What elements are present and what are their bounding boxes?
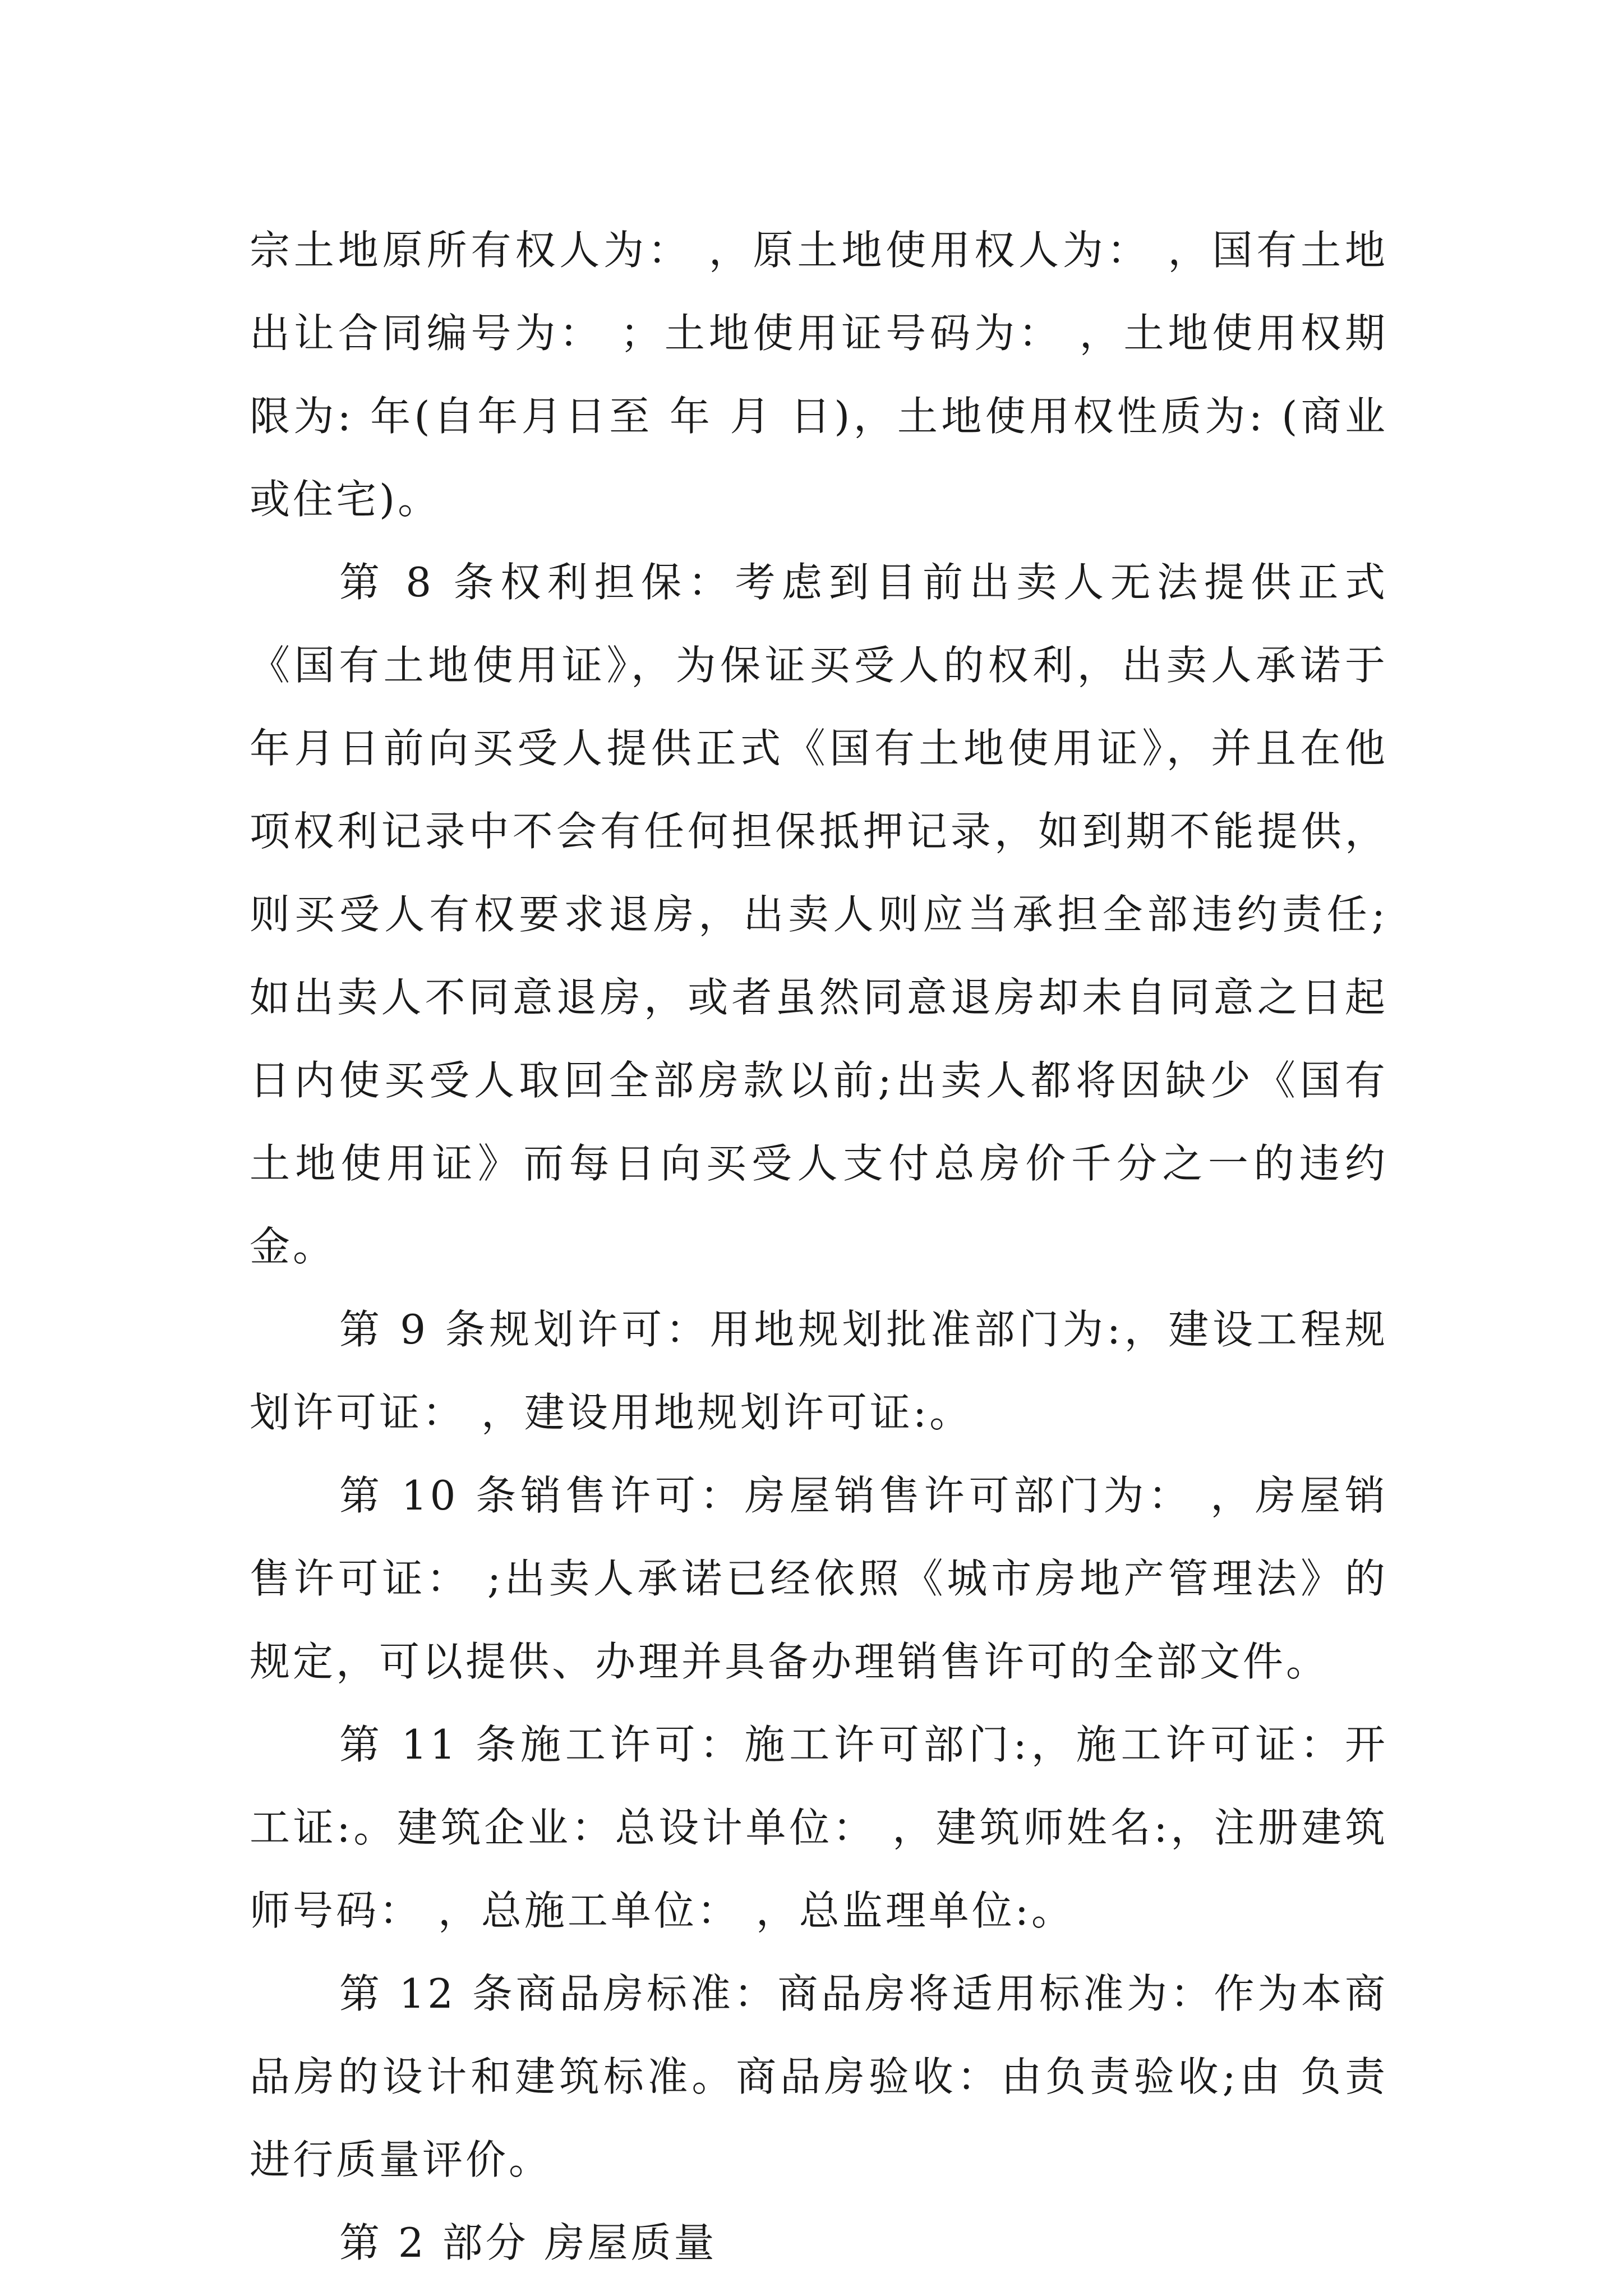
section-heading: 第 2 部分 房屋质量 xyxy=(339,2219,717,2266)
paragraph-article-11: 第 11 条施工许可：施工许可部门:，施工许可证：开工证:。建筑企业：总设计单位： ，建筑师姓名:，注册建筑师号码： ，总施工单位： ，总监理单位:。 xyxy=(250,1721,1388,1934)
paragraph-article-10: 第 10 条销售许可：房屋销售许可部门为： ，房屋销售许可证： ;出卖人承诺已经依照《城市房地产管理法》的规定，可以提供、办理并具备办理销售许可的全部文件。 xyxy=(250,1472,1388,1685)
paragraph-land-ownership: 宗土地原所有权人为： ，原土地使用权人为： ，国有土地出让合同编号为： ；土地使用证号码为： ，土地使用权期限为: 年(自年月日至 年 月 日)，土地使用权性质为: (商业或住宅)。 xyxy=(250,227,1388,523)
paragraph-article-8: 第 8 条权利担保：考虑到目前出卖人无法提供正式《国有土地使用证》，为保证买受人的权利，出卖人承诺于年月日前向买受人提供正式《国有土地使用证》，并且在他项权利记录中不会有任何担保抵押记录，如到期不能提供，则买受人有权要求退房，出卖人则应当承担全部违约责任;如出卖人不同意退房，或者虽然同意退房却未自同意之日起 日内使买受人取回全部房款以前;出卖人都将因缺少《国有土地使用证》而每日向买受人支付总房价千分之一的违约金。 xyxy=(250,559,1388,1270)
document-body xyxy=(250,209,1388,2284)
paragraph-article-9: 第 9 条规划许可：用地规划批准部门为:，建设工程规划许可证： ，建设用地规划许可证:。 xyxy=(250,1306,1388,1436)
paragraph-article-12: 第 12 条商品房标准：商品房将适用标准为：作为本商品房的设计和建筑标准。商品房验收：由负责验收;由 负责进行质量评价。 xyxy=(250,1970,1388,2183)
